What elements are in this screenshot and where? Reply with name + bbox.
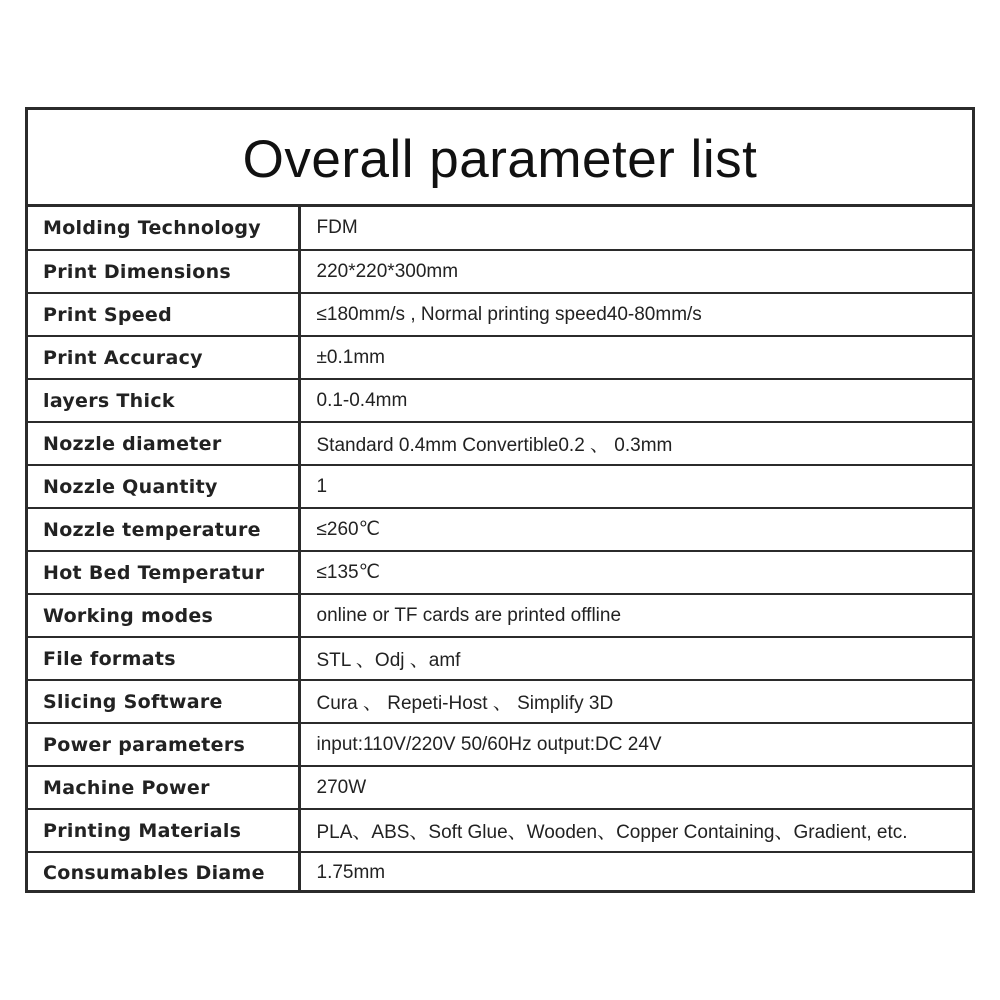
param-value: 270W (299, 766, 972, 809)
param-value: online or TF cards are printed offline (299, 594, 972, 637)
param-label: Hot Bed Temperatur (28, 551, 299, 594)
table-row (28, 422, 972, 465)
param-value: ±0.1mm (299, 336, 972, 379)
table-row (28, 508, 972, 551)
param-value: 1 (299, 465, 972, 508)
table-row (28, 293, 972, 336)
table-row (28, 379, 972, 422)
parameter-sheet (25, 107, 975, 893)
table-row (28, 766, 972, 809)
param-value: Standard 0.4mm Convertible0.2 、 0.3mm (299, 422, 972, 465)
param-label: File formats (28, 637, 299, 680)
param-value: ≤180mm/s , Normal printing speed40-80mm/s (299, 293, 972, 336)
param-value: STL 、Odj 、amf (299, 637, 972, 680)
param-label: Print Accuracy (28, 336, 299, 379)
param-value: ≤260℃ (299, 508, 972, 551)
table-row (28, 250, 972, 293)
table-row (28, 465, 972, 508)
param-label: Slicing Software (28, 680, 299, 723)
param-label: Printing Materials (28, 809, 299, 852)
param-value: 0.1-0.4mm (299, 379, 972, 422)
table-row (28, 637, 972, 680)
param-label: Nozzle Quantity (28, 465, 299, 508)
parameter-table (28, 207, 972, 892)
table-row (28, 207, 972, 250)
param-label: Nozzle diameter (28, 422, 299, 465)
param-label: Working modes (28, 594, 299, 637)
table-row (28, 551, 972, 594)
param-value: input:110V/220V 50/60Hz output:DC 24V (299, 723, 972, 766)
param-label: Molding Technology (28, 207, 299, 250)
table-row (28, 336, 972, 379)
param-label: Machine Power (28, 766, 299, 809)
param-label: Consumables Diame (28, 852, 299, 892)
param-value: ≤135℃ (299, 551, 972, 594)
table-row (28, 852, 972, 892)
table-row (28, 680, 972, 723)
table-row (28, 723, 972, 766)
param-value: 1.75mm (316, 861, 386, 883)
param-label: Power parameters (28, 723, 299, 766)
param-label: Nozzle temperature (28, 508, 299, 551)
param-label: Print Dimensions (28, 250, 299, 293)
param-value: Cura 、 Repeti-Host 、 Simplify 3D (299, 680, 972, 723)
param-value: 220*220*300mm (299, 250, 972, 293)
table-row (28, 809, 972, 852)
param-value: FDM (299, 207, 972, 250)
param-label: Print Speed (28, 293, 299, 336)
title-row (28, 110, 972, 207)
param-value: PLA、ABS、Soft Glue、Wooden、Copper Containing、Gradient, etc. (299, 809, 972, 852)
table-row (28, 594, 972, 637)
param-label: layers Thick (28, 379, 299, 422)
page-title: Overall parameter list (242, 129, 758, 189)
